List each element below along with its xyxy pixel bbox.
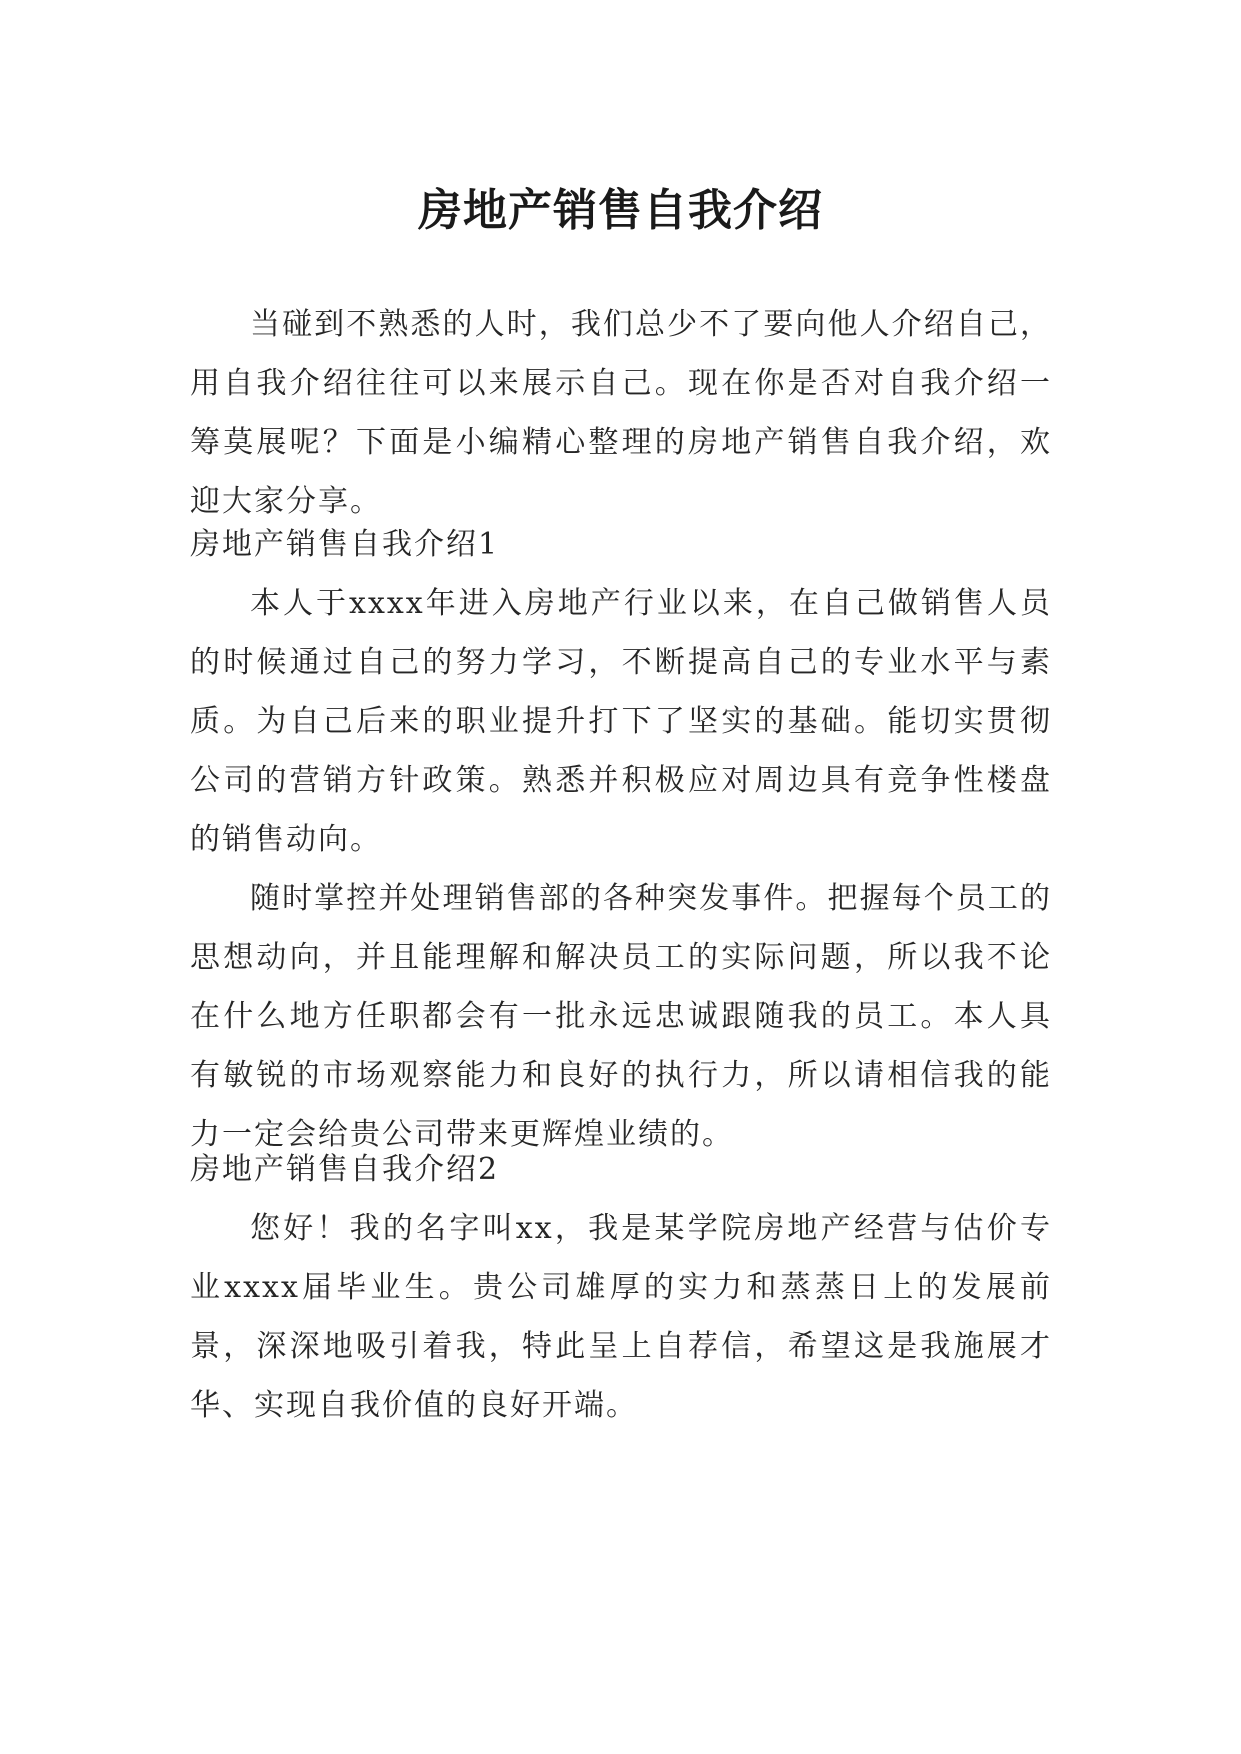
section-2 bbox=[190, 1140, 1052, 1435]
document-title: 房地产销售自我介绍 bbox=[418, 185, 823, 237]
section-paragraph: 随时掌控并处理销售部的各种突发事件。把握每个员工的思想动向，并且能理解和解决员工的实际问题，所以我不论在什么地方任职都会有一批永远忠诚跟随我的员工。本人具有敏锐的市场观察能力和良好的执行力，所以请相信我的能力一定会给贵公司带来更辉煌业绩的。 bbox=[190, 881, 1052, 1152]
section-heading: 房地产销售自我介绍1 bbox=[190, 527, 500, 562]
section-paragraph: 您好！我的名字叫xx，我是某学院房地产经营与估价专业xxxx届毕业生。贵公司雄厚的实力和蒸蒸日上的发展前景，深深地吸引着我，特此呈上自荐信，希望这是我施展才华、实现自我价值的良好开端。 bbox=[190, 1211, 1052, 1423]
section-heading: 房地产销售自我介绍2 bbox=[190, 1152, 500, 1187]
intro-block bbox=[190, 295, 1052, 531]
section-1 bbox=[190, 515, 1052, 1164]
intro-paragraph: 当碰到不熟悉的人时，我们总少不了要向他人介绍自己，用自我介绍往往可以来展示自己。现在你是否对自我介绍一筹莫展呢？下面是小编精心整理的房地产销售自我介绍，欢迎大家分享。 bbox=[190, 307, 1052, 519]
section-paragraph: 本人于xxxx年进入房地产行业以来，在自己做销售人员的时候通过自己的努力学习，不断提高自己的专业水平与素质。为自己后来的职业提升打下了坚实的基础。能切实贯彻公司的营销方针政策。熟悉并积极应对周边具有竞争性楼盘的销售动向。 bbox=[190, 586, 1052, 857]
